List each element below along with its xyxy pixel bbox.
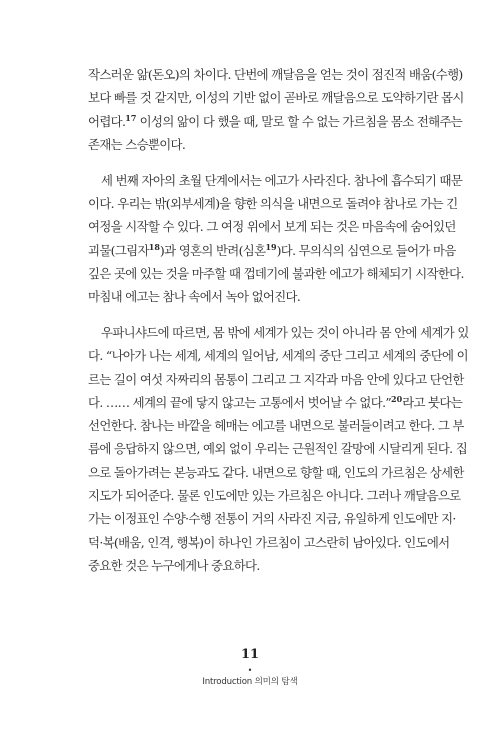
text-segment: 괴물(그림자 bbox=[88, 242, 149, 258]
text-segment: 어렵다. bbox=[88, 113, 126, 129]
text-line: 선언한다. 참나는 바깥을 헤매는 에고를 내면으로 불러들이려고 한다. 그 부 bbox=[88, 418, 464, 434]
paragraph-gap bbox=[88, 308, 432, 321]
footnote-ref: 20 bbox=[391, 393, 403, 404]
text-line bbox=[88, 110, 463, 133]
text-line: 르는 길이 여섯 자짜리의 몸통이 그리고 그 지각과 마음 안에 있다고 단언한 bbox=[88, 371, 464, 387]
text-segment: )다. 무의식의 심연으로 들어가 마음 bbox=[276, 242, 456, 258]
text-line: 세 번째 자아의 초월 단계에서는 에고가 사라진다. 참나에 흡수되기 때문 bbox=[101, 172, 463, 188]
text-segment: 이성의 앎이 다 했을 때, 말로 할 수 없는 가르침을 몸소 전해주는 bbox=[136, 113, 463, 129]
page-number: 11 bbox=[240, 647, 260, 662]
text-line: 중요한 것은 누구에게나 중요하다. bbox=[88, 557, 260, 573]
text-line: 작스러운 앎(돈오)의 차이다. 단번에 깨달음을 얻는 것이 점진적 배움(수행) bbox=[88, 67, 463, 82]
text-line bbox=[88, 391, 463, 414]
page-number-dot: • bbox=[247, 666, 253, 675]
text-line: 깊은 곳에 있는 것을 마주할 때 껍데기에 불과한 에고가 해체되기 시작한다. bbox=[88, 265, 464, 281]
text-line: 마침내 에고는 참나 속에서 녹아 없어진다. bbox=[88, 289, 301, 305]
text-segment: 라고 붓다는 bbox=[402, 394, 463, 410]
text-line: 여정을 시작할 수 있다. 그 여정 위에서 보게 되는 것은 마음속에 숨어있던 bbox=[88, 219, 456, 235]
text-segment: )과 영혼의 반려(심혼 bbox=[159, 242, 266, 258]
body-text bbox=[88, 63, 469, 577]
paragraph-gap bbox=[88, 156, 432, 169]
text-line: 가는 이정표인 수양·수행 전통이 거의 사라진 지금, 유일하게 인도에만 지· bbox=[88, 511, 456, 527]
text-line: 다. “나아가 나는 세계, 세계의 일어남, 세계의 중단 그리고 세계의 중단에 이 bbox=[88, 348, 468, 364]
running-head: Introduction 의미의 탐색 bbox=[202, 677, 298, 687]
text-line: 으로 돌아가려는 본능과도 같다. 내면으로 향할 때, 인도의 가르침은 상세한 bbox=[88, 464, 464, 480]
text-line: 보다 빠를 것 같지만, 이성의 기반 없이 곧바로 깨달음으로 도약하기란 몹시 bbox=[88, 90, 464, 106]
text-segment: 다. …… 세계의 끝에 닿지 않고는 고통에서 벗어날 수 없다.” bbox=[88, 394, 392, 410]
text-line: 름에 응답하지 않으면, 예외 없이 우리는 근원적인 갈망에 시달리게 된다. 집 bbox=[88, 441, 468, 457]
text-line bbox=[88, 239, 456, 262]
footnote-ref: 18 bbox=[148, 241, 160, 252]
text-line: 이다. 우리는 밖(외부세계)을 향한 의식을 내면으로 돌려야 참나로 가는 긴 bbox=[88, 195, 458, 211]
text-line: 덕·복(배움, 인격, 행복)이 하나인 가르침이 고스란히 남아있다. 인도에서 bbox=[88, 534, 450, 550]
footnote-ref: 19 bbox=[265, 241, 277, 252]
text-line: 존재는 스승뿐이다. bbox=[88, 136, 186, 152]
footnote-ref: 17 bbox=[125, 112, 137, 123]
text-line: 우파니샤드에 따르면, 몸 밖에 세계가 있는 것이 아니라 몸 안에 세계가 있 bbox=[101, 324, 469, 340]
text-line: 지도가 되어준다. 물론 인도에만 있는 가르침은 아니다. 그러나 깨달음으로 bbox=[88, 488, 461, 504]
